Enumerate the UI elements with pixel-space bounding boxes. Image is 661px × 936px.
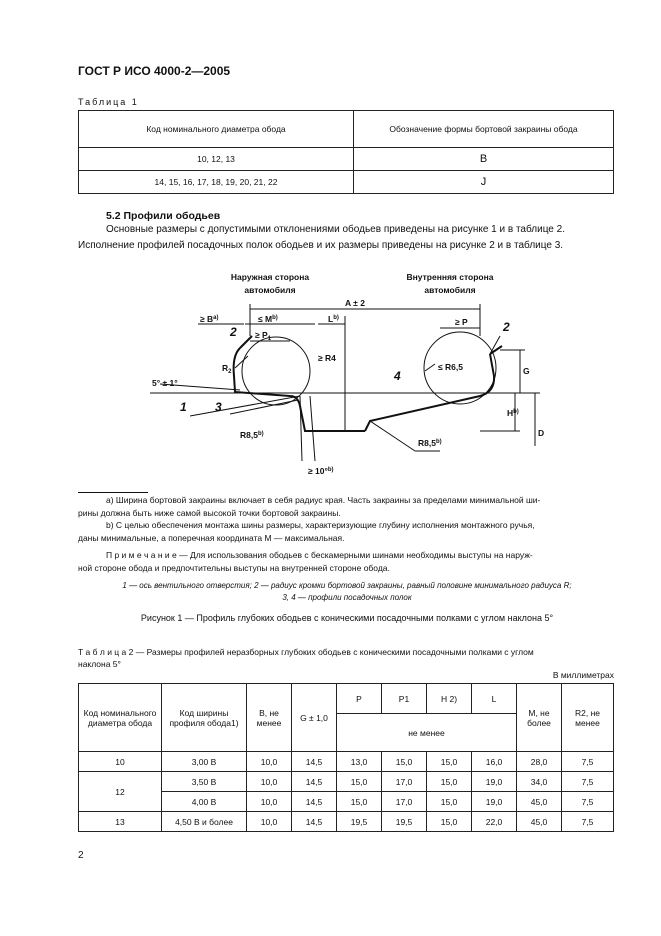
table-cell: 15,0 xyxy=(427,772,472,792)
table-cell: 45,0 xyxy=(517,812,562,832)
table1 xyxy=(78,110,614,194)
table-cell: 19,0 xyxy=(472,792,517,812)
table2-header-m: M, не более xyxy=(517,684,562,752)
table-cell: 7,5 xyxy=(562,752,614,772)
table-cell: 19,5 xyxy=(337,812,382,832)
table-cell: 22,0 xyxy=(472,812,517,832)
figure-label-inner-2: автомобиля xyxy=(424,285,476,295)
section-paragraph-line1: Основные размеры с допустимыми отклонениями ободьев приведены на рисунке 1 и в таблице 2. xyxy=(106,224,565,235)
table-row xyxy=(79,772,614,792)
table-cell: 19,0 xyxy=(472,772,517,792)
table-cell: 3,50 B xyxy=(162,772,247,792)
table1-caption: Таблица 1 xyxy=(78,97,139,107)
dim-r85-left: R8,5$^{b)}$ xyxy=(240,430,264,440)
dim-angle-10: ≥ 10°$^{b)}$ xyxy=(308,466,334,476)
table-cell: 7,5 xyxy=(562,812,614,832)
callout-2-right: 2 xyxy=(503,320,510,334)
table2-header-l: L xyxy=(472,684,517,714)
table-cell: 13,0 xyxy=(337,752,382,772)
table2-header-r2: R2, не менее xyxy=(562,684,614,752)
table-cell: 4,50 B и более xyxy=(162,812,247,832)
page-header-title: ГОСТ Р ИСО 4000-2—2005 xyxy=(78,64,231,78)
legend-line2: 3, 4 — профили посадочных полок xyxy=(282,593,412,602)
dim-r65: ≤ R6,5 xyxy=(438,362,463,372)
dim-p1: ≥ $P_1$ xyxy=(255,330,272,342)
table-row xyxy=(79,171,614,194)
page-number: 2 xyxy=(78,850,84,861)
table-cell: 15,0 xyxy=(427,792,472,812)
note-line2: ной стороне обода и предпочтительны выступы на внутренней стороне обода. xyxy=(78,563,390,573)
table2-header-g: G ± 1,0 xyxy=(292,684,337,752)
table-cell: 14,5 xyxy=(292,792,337,812)
figure-caption: Рисунок 1 — Профиль глубоких ободьев с коническими посадочными полками с углом наклона 5° xyxy=(140,613,554,623)
table-cell: 15,0 xyxy=(382,752,427,772)
legend-line1: 1 — ось вентильного отверстия; 2 — радиус кромки бортовой закраины, равный половине минимального радиуса R; xyxy=(122,581,572,590)
table2-header-p1: P1 xyxy=(382,684,427,714)
table-cell: 4,00 B xyxy=(162,792,247,812)
footnote-b-line2: даны минимальные, а поперечная координата M — максимальная. xyxy=(78,533,345,543)
dim-p: ≥ P xyxy=(455,317,468,327)
table-cell: 10,0 xyxy=(247,752,292,772)
table-cell: 34,0 xyxy=(517,772,562,792)
dim-angle-5: 5° ± 1° xyxy=(152,378,178,388)
table-cell: 10 xyxy=(79,752,162,772)
dim-r85-right: R8,5$^{b)}$ xyxy=(418,438,442,448)
table-cell: 16,0 xyxy=(472,752,517,772)
callout-3: 3 xyxy=(215,400,222,414)
table-cell: 15,0 xyxy=(427,812,472,832)
table1-header-code: Код номинального диаметра обода xyxy=(79,111,354,148)
table-cell: 7,5 xyxy=(562,772,614,792)
table-cell: 10,0 xyxy=(247,772,292,792)
table-row xyxy=(79,148,614,171)
table-cell: B xyxy=(354,148,614,171)
table-cell: 15,0 xyxy=(427,752,472,772)
table-cell: 15,0 xyxy=(337,792,382,812)
table2-units: В миллиметрах xyxy=(552,670,614,680)
table-cell: 14,5 xyxy=(292,752,337,772)
dim-r2: $R_2$ xyxy=(222,363,232,375)
table2-header-b: B, не менее xyxy=(247,684,292,752)
footnote-a-line1: a) Ширина бортовой закраины включает в себя радиус края. Часть закраины за пределами минимальной ши- xyxy=(106,495,541,505)
dim-b: ≥ $B^{a)}$ xyxy=(200,314,219,324)
table-cell: 10, 12, 13 xyxy=(79,148,354,171)
section-paragraph-line2: Исполнение профилей посадочных полок ободьев и их размеры приведены на рисунке 2 и в таблице 3. xyxy=(78,240,564,251)
table-row xyxy=(79,812,614,832)
dim-m: ≤ $M^{b)}$ xyxy=(258,314,278,324)
table-cell: 10,0 xyxy=(247,792,292,812)
table-cell: 3,00 B xyxy=(162,752,247,772)
figure-label-inner-1: Внутренняя сторона xyxy=(406,272,494,282)
rim-profile-drawing xyxy=(140,296,560,476)
figure-label-outer-2: автомобиля xyxy=(244,285,296,295)
dim-a: A ± 2 xyxy=(345,298,365,308)
table-cell: 15,0 xyxy=(337,772,382,792)
table2-header-width: Код ширины профиля обода1) xyxy=(162,684,247,752)
table-cell: 45,0 xyxy=(517,792,562,812)
table-cell: 19,5 xyxy=(382,812,427,832)
table2-caption-line2: наклона 5° xyxy=(78,659,121,669)
table-cell: 17,0 xyxy=(382,772,427,792)
footnote-b-line1: b) С целью обеспечения монтажа шины размеры, характеризующие глубину исполнения монтажного ручья, xyxy=(106,520,535,530)
dim-g: G xyxy=(523,366,530,376)
table-cell: 10,0 xyxy=(247,812,292,832)
table-cell: 14,5 xyxy=(292,772,337,792)
table2-header-h: H 2) xyxy=(427,684,472,714)
table2-header-code: Код номинального диаметра обода xyxy=(79,684,162,752)
table-cell: 13 xyxy=(79,812,162,832)
section-title: 5.2 Профили ободьев xyxy=(106,210,221,222)
table-row xyxy=(79,752,614,772)
table-cell: 17,0 xyxy=(382,792,427,812)
dim-l: $L^{b)}$ xyxy=(328,314,339,324)
table2-header-p: P xyxy=(337,684,382,714)
callout-4: 4 xyxy=(394,369,401,383)
footnote-a-line2: рины должна быть ниже самой высокой точки бортовой закраины. xyxy=(78,508,341,518)
callout-1: 1 xyxy=(180,400,187,414)
table2 xyxy=(78,683,614,832)
figure-label-outer-1: Наружная сторона xyxy=(230,272,310,282)
dim-d: D xyxy=(538,428,545,438)
table1-header-flange: Обозначение формы бортовой закраины обода xyxy=(354,111,614,148)
table2-caption-line1: Т а б л и ц а 2 — Размеры профилей неразборных глубоких ободьев с коническими посадочными полками с углом xyxy=(78,647,534,657)
table-cell: 14,5 xyxy=(292,812,337,832)
callout-2-left: 2 xyxy=(230,325,237,339)
table-cell: 7,5 xyxy=(562,792,614,812)
dim-h: $H^{b)}$ xyxy=(507,408,519,418)
dim-r4: ≥ R4 xyxy=(318,353,336,363)
table-cell: 12 xyxy=(79,772,162,812)
note-line1: П р и м е ч а н и е — Для использования ободьев с бескамерными шинами необходимы выступы на наруж- xyxy=(106,550,533,560)
table-cell: 28,0 xyxy=(517,752,562,772)
table-cell: 14, 15, 16, 17, 18, 19, 20, 21, 22 xyxy=(79,171,354,194)
footnote-divider xyxy=(78,492,148,493)
table-cell: J xyxy=(354,171,614,194)
table2-header-not-less: не менее xyxy=(337,714,517,752)
